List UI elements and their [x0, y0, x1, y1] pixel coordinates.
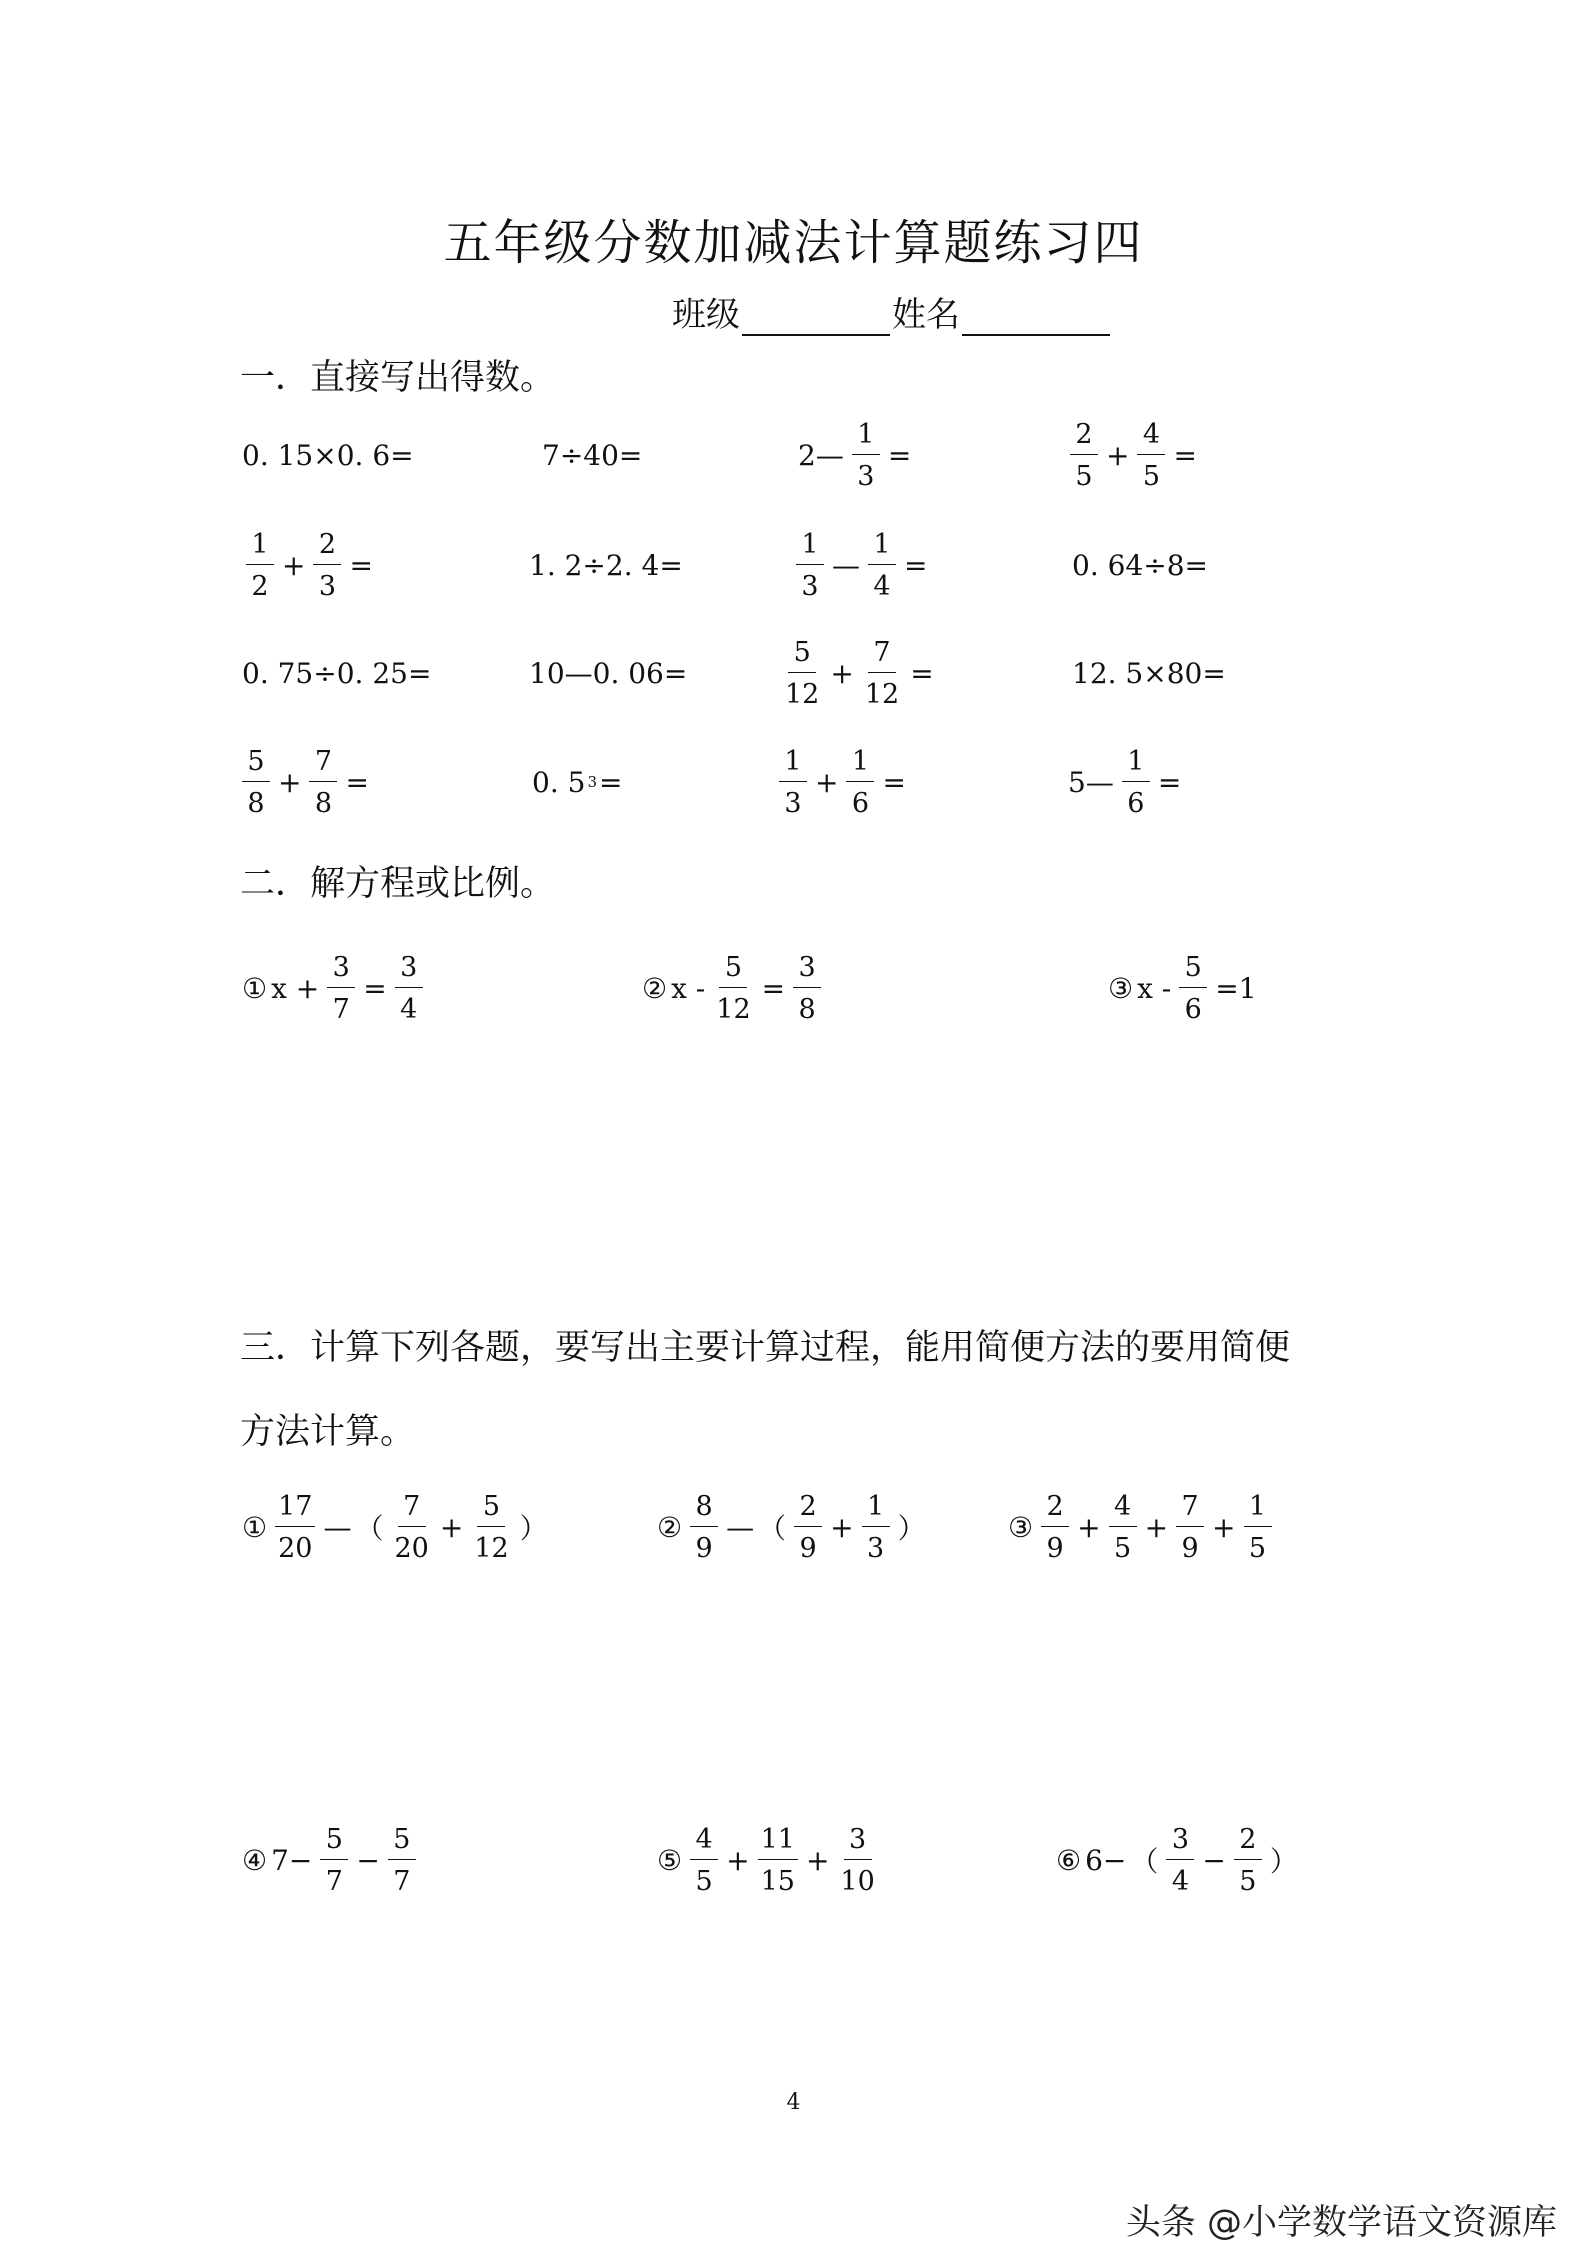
fraction	[1137, 418, 1165, 492]
expression-text: 12. 5×80=	[1072, 656, 1226, 690]
fraction	[327, 951, 355, 1025]
expression-text: =	[349, 548, 373, 582]
expression-text: −	[1202, 1843, 1226, 1877]
fraction	[309, 745, 337, 819]
numerator: 3	[1166, 1826, 1194, 1860]
expression-text: +	[815, 765, 839, 799]
denominator: 5	[1248, 1532, 1267, 1564]
section1-heading: 一．直接写出得数。	[240, 358, 556, 398]
numerator: 2	[1041, 1493, 1069, 1527]
fraction	[837, 1823, 877, 1897]
page-title: 五年级分数加减法计算题练习四	[443, 215, 1144, 271]
numerator: 4	[690, 1826, 718, 1860]
expression-text: 1. 2÷2. 4=	[529, 548, 683, 582]
calc-problem	[240, 1472, 550, 1582]
numerator: 5	[1179, 954, 1207, 988]
numerator: 2	[313, 531, 341, 565]
expression-text: —	[726, 1510, 755, 1544]
denominator: 8	[247, 787, 265, 819]
fraction	[313, 528, 341, 602]
section2-heading: 二．解方程或比例。	[240, 864, 556, 904]
denominator: 5	[1239, 1865, 1257, 1897]
denominator: 10	[840, 1865, 875, 1897]
expression-text: 5—	[1068, 765, 1114, 799]
denominator: 5	[1075, 460, 1093, 492]
expression-text: +	[1144, 1510, 1169, 1544]
denominator: 20	[394, 1532, 429, 1564]
numerator: 1	[796, 531, 824, 565]
expression-text: +	[278, 765, 302, 799]
denominator: 4	[873, 570, 891, 602]
equation	[240, 933, 429, 1043]
fraction	[846, 745, 874, 819]
numerator: 5	[477, 1493, 505, 1527]
fraction	[246, 528, 274, 602]
numerator: 3	[327, 954, 355, 988]
fraction	[1179, 951, 1207, 1025]
equation	[1106, 933, 1259, 1043]
denominator: 2	[251, 570, 269, 602]
denominator: 9	[799, 1532, 817, 1564]
fraction	[779, 745, 807, 819]
denominator: 3	[857, 460, 875, 492]
problem	[1070, 618, 1228, 728]
fraction	[1176, 1490, 1204, 1564]
expression-text: 6−	[1085, 1843, 1127, 1877]
expression-text: —	[323, 1510, 352, 1544]
numerator: 1	[852, 421, 880, 455]
numerator: 2	[1070, 421, 1098, 455]
expression-text: 0. 64÷8=	[1072, 548, 1208, 582]
expression-text: 10—0. 06=	[529, 656, 688, 690]
fraction	[1122, 745, 1150, 819]
problem	[240, 510, 375, 620]
fraction	[796, 528, 824, 602]
numerator: 1	[779, 748, 807, 782]
denominator: 15	[760, 1865, 795, 1897]
name-blank[interactable]	[962, 300, 1110, 336]
fraction	[713, 951, 753, 1025]
numerator: 8	[690, 1493, 718, 1527]
expression-text: x -	[1137, 971, 1172, 1005]
expression-text: —	[832, 548, 860, 582]
problem	[236, 727, 371, 837]
expression-text: x -	[671, 971, 706, 1005]
denominator: 4	[1171, 1865, 1189, 1897]
numerator: 1	[1122, 748, 1150, 782]
fraction	[690, 1823, 718, 1897]
numerator: 11	[758, 1826, 798, 1860]
expression-text: （	[758, 1512, 787, 1545]
expression-text: +	[1212, 1510, 1236, 1544]
denominator: 7	[393, 1865, 411, 1897]
name-label: 姓名	[892, 295, 960, 335]
numerator: 17	[275, 1493, 315, 1527]
numerator: 1	[1244, 1493, 1272, 1527]
expression-text: =	[1157, 765, 1182, 799]
exponent: 3	[587, 773, 597, 791]
expression-text: （	[1130, 1845, 1159, 1878]
expression-text: ②	[657, 1510, 683, 1544]
expression-text: ）	[519, 1512, 548, 1545]
problem	[1070, 510, 1210, 620]
problem	[1066, 727, 1183, 837]
problem	[527, 510, 685, 620]
expression-text: −	[356, 1843, 380, 1877]
denominator: 3	[801, 570, 819, 602]
denominator: 4	[400, 993, 418, 1025]
expression-text: =	[910, 656, 934, 690]
expression-text: ⑤	[657, 1843, 683, 1877]
expression-text: =	[887, 438, 912, 472]
expression-text: +	[830, 656, 854, 690]
numerator: 5	[788, 639, 816, 673]
denominator: 3	[867, 1532, 885, 1564]
expression-text: ③	[1008, 1510, 1034, 1544]
expression-text: =	[598, 765, 623, 799]
problem	[530, 727, 624, 837]
fraction	[275, 1490, 315, 1564]
numerator: 7	[1176, 1493, 1204, 1527]
fraction	[794, 1490, 822, 1564]
fraction	[862, 1490, 890, 1564]
denominator: 5	[695, 1865, 713, 1897]
fraction	[395, 951, 423, 1025]
denominator: 8	[314, 787, 333, 819]
denominator: 12	[785, 678, 820, 710]
numerator: 3	[793, 954, 821, 988]
fraction	[1234, 1823, 1262, 1897]
numerator: 1	[868, 531, 896, 565]
fraction	[1244, 1490, 1272, 1564]
numerator: 4	[1137, 421, 1165, 455]
denominator: 9	[1046, 1532, 1064, 1564]
calc-problem	[240, 1805, 422, 1915]
problem	[790, 510, 929, 620]
numerator: 1	[862, 1493, 890, 1527]
problem	[776, 618, 936, 728]
denominator: 6	[851, 787, 870, 819]
numerator: 4	[1109, 1493, 1137, 1527]
page-number: 4	[786, 2090, 801, 2115]
fraction	[388, 1823, 416, 1897]
section3-heading-line1: 三．计算下列各题，要写出主要计算过程，能用简便方法的要用简便	[240, 1328, 1291, 1368]
equation	[640, 933, 827, 1043]
numerator: 7	[868, 639, 896, 673]
denominator: 9	[1181, 1532, 1199, 1564]
problem	[773, 727, 908, 837]
calc-problem	[1054, 1805, 1300, 1915]
denominator: 12	[864, 678, 900, 710]
denominator: 6	[1127, 787, 1145, 819]
calc-problem	[655, 1472, 928, 1582]
expression-text: +	[1106, 438, 1130, 472]
expression-text: +	[439, 1510, 464, 1544]
expression-text: +	[282, 548, 306, 582]
numerator: 7	[398, 1493, 426, 1527]
numerator: 5	[242, 748, 270, 782]
expression-text: ①	[242, 971, 268, 1005]
fraction	[1109, 1490, 1137, 1564]
problem	[527, 618, 689, 728]
problem	[240, 400, 416, 510]
numerator: 2	[1234, 1826, 1262, 1860]
numerator: 7	[309, 748, 337, 782]
numerator: 5	[388, 1826, 416, 1860]
fraction	[690, 1490, 718, 1564]
expression-text: +	[1077, 1510, 1101, 1544]
denominator: 3	[318, 570, 337, 602]
expression-text: =	[761, 971, 786, 1005]
denominator: 6	[1184, 993, 1202, 1025]
numerator: 1	[846, 748, 874, 782]
fraction	[852, 418, 880, 492]
problem	[540, 400, 644, 510]
fraction	[1070, 418, 1098, 492]
denominator: 7	[332, 993, 350, 1025]
expression-text: +	[805, 1843, 830, 1877]
fraction	[471, 1490, 511, 1564]
fraction	[1166, 1823, 1194, 1897]
expression-text: ④	[242, 1843, 268, 1877]
fraction	[868, 528, 896, 602]
fraction	[862, 636, 902, 710]
expression-text: ①	[242, 1510, 268, 1544]
expression-text: =	[1173, 438, 1197, 472]
numerator: 5	[320, 1826, 348, 1860]
expression-text: +	[830, 1510, 854, 1544]
expression-text: 0. 75÷0. 25=	[242, 656, 432, 690]
denominator: 5	[1113, 1532, 1132, 1564]
expression-text: =	[345, 765, 369, 799]
expression-text: 7÷40=	[542, 438, 643, 472]
fraction	[391, 1490, 431, 1564]
denominator: 3	[784, 787, 802, 819]
denominator: 8	[798, 993, 816, 1025]
expression-text: 0. 5	[532, 765, 586, 799]
expression-text: ）	[897, 1512, 926, 1545]
numerator: 3	[844, 1826, 872, 1860]
problem	[1064, 400, 1199, 510]
watermark: 头条 @小学数学语文资源库	[1125, 2203, 1557, 2243]
fraction	[320, 1823, 348, 1897]
fraction	[758, 1823, 798, 1897]
expression-text: ②	[642, 971, 668, 1005]
class-label: 班级	[672, 295, 740, 335]
expression-text: x +	[271, 971, 320, 1005]
expression-text: 7−	[271, 1843, 313, 1877]
denominator: 5	[1142, 460, 1161, 492]
problem	[240, 618, 433, 728]
calc-problem	[655, 1805, 884, 1915]
expression-text: 0. 15×0. 6=	[242, 438, 414, 472]
numerator: 5	[719, 954, 747, 988]
fraction	[1041, 1490, 1069, 1564]
class-blank[interactable]	[742, 300, 890, 336]
numerator: 1	[246, 531, 274, 565]
expression-text: =	[882, 765, 906, 799]
denominator: 20	[278, 1532, 313, 1564]
denominator: 12	[474, 1532, 509, 1564]
fraction	[793, 951, 821, 1025]
expression-text: 2—	[798, 438, 844, 472]
expression-text: =	[904, 548, 928, 582]
expression-text: （	[355, 1512, 384, 1545]
fraction	[242, 745, 270, 819]
expression-text: =1	[1215, 971, 1257, 1005]
denominator: 7	[325, 1865, 343, 1897]
calc-problem	[1006, 1472, 1278, 1582]
expression-text: +	[726, 1843, 750, 1877]
fraction	[782, 636, 822, 710]
section3-heading-line2: 方法计算。	[240, 1412, 416, 1452]
expression-text: ③	[1108, 971, 1134, 1005]
class-name-bar	[672, 287, 1112, 336]
problem	[796, 400, 913, 510]
numerator: 2	[794, 1493, 822, 1527]
expression-text: =	[363, 971, 387, 1005]
expression-text: ⑥	[1056, 1843, 1082, 1877]
denominator: 9	[695, 1532, 713, 1564]
expression-text: ）	[1269, 1845, 1298, 1878]
denominator: 12	[716, 993, 751, 1025]
numerator: 3	[395, 954, 423, 988]
